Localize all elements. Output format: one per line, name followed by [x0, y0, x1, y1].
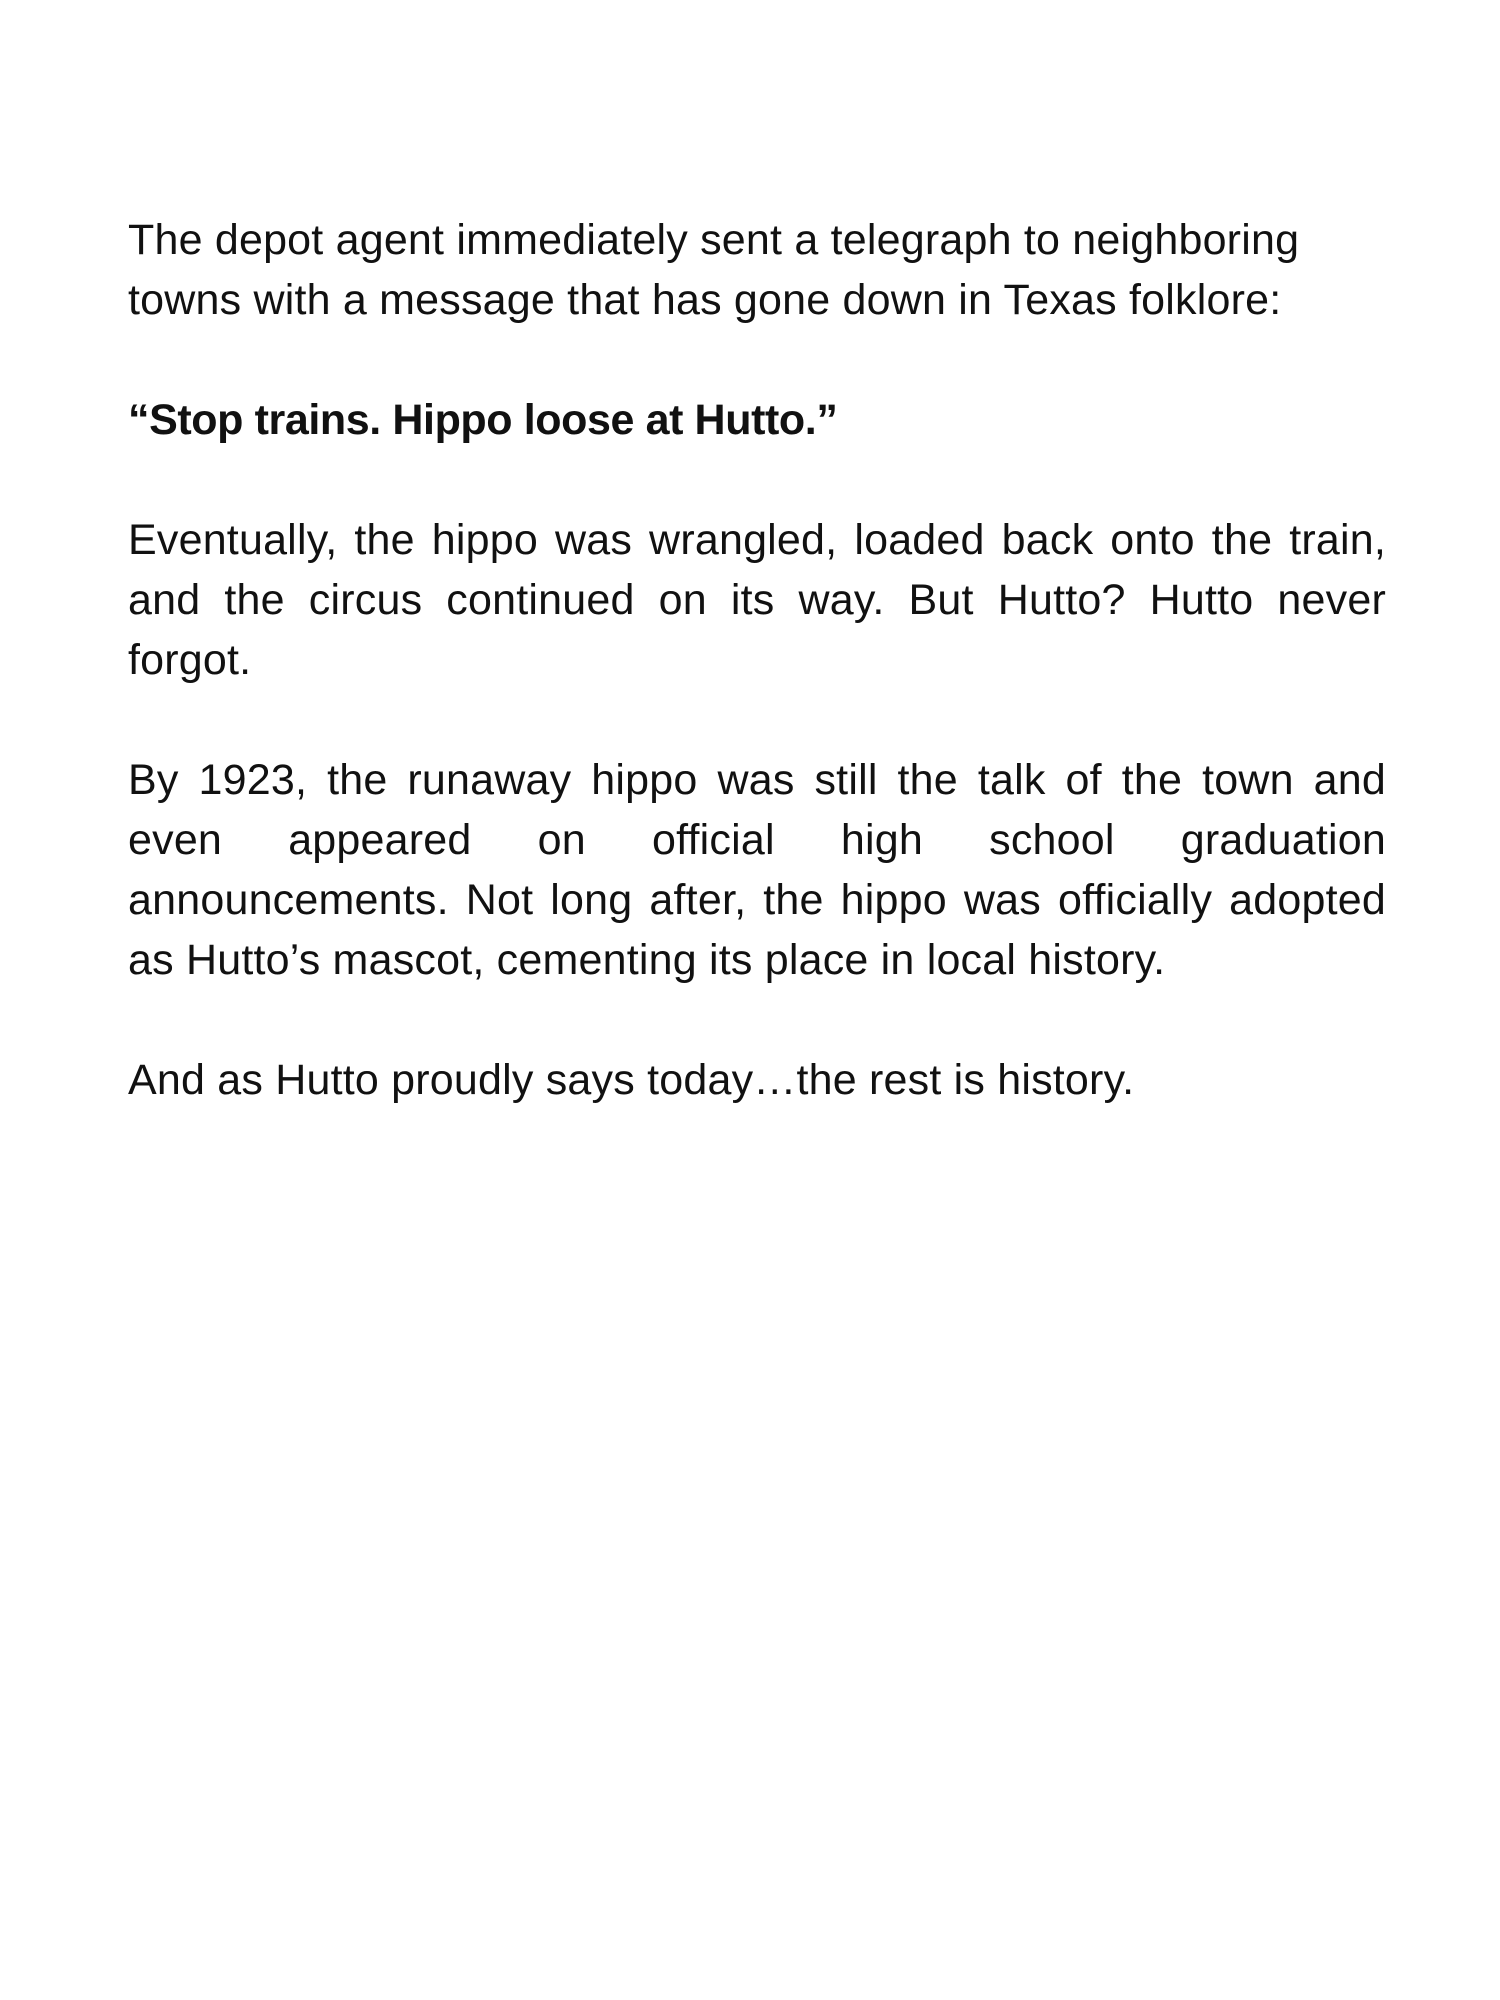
paragraph-mascot: By 1923, the runaway hippo was still the talk of the town and even appeared on official high school graduation announcements. Not long after, the hippo was officially adopted as Hutto’s mascot, cementing its place in local history. — [128, 756, 1386, 984]
document-body — [128, 210, 1386, 1170]
paragraph-telegraph: The depot agent immediately sent a telegraph to neighboring towns with a message that has gone down in Texas folklore: — [128, 216, 1300, 324]
paragraph-closing: And as Hutto proudly says today…the rest is history. — [128, 1056, 1135, 1104]
paragraph-hippo-wrangled: Eventually, the hippo was wrangled, loaded back onto the train, and the circus continued on its way. But Hutto? Hutto never forgot. — [128, 516, 1386, 684]
telegraph-quote: “Stop trains. Hippo loose at Hutto.” — [128, 396, 838, 444]
